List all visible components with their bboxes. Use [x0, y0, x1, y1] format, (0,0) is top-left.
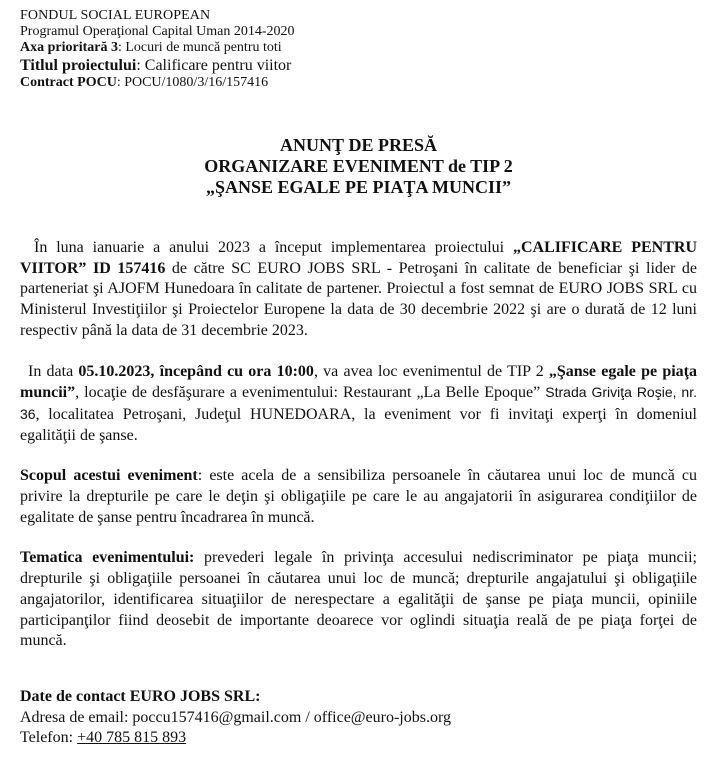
phone-link[interactable]: +40 785 815 893 — [77, 729, 187, 746]
event-name: „Şanse egale pe piaţa muncii” — [20, 362, 697, 402]
project-name: „CALIFICARE PENTRU VIITOR” ID 157416 — [20, 239, 698, 277]
p2-text-c: , va avea loc evenimentul de TIP 2 — [313, 362, 549, 380]
contact-email — [20, 708, 451, 729]
p2-text-g: , localitatea Petroşani, Judeţul HUNEDOARA, la eveniment vor fi invitaţi experţi în domeniul egalităţii de şanse. — [20, 405, 697, 444]
header-axis-label: Axa prioritară 3 — [20, 40, 118, 55]
topics-text: prevederi legale în privinţa accesului nediscriminator pe piaţa muncii; drepturile şi obligaţiile persoanei în căutarea unui loc de muncă; drepturile angajatului şi obligaţiile angajatorilor, identificarea situaţiilor de nerespectare a egalităţii de şanse pe piaţa muncii, opiniile participanţilor fiind deosebit de importante deoarece vor oglindi situaţia reală de pe piaţa forţei de muncă. — [20, 549, 697, 650]
header-fund-name: FONDUL SOCIAL EUROPEAN — [20, 8, 211, 23]
title-line-3: „ŞANSE EGALE PE PIAŢA MUNCII” — [205, 177, 512, 197]
email-label: Adresa de email: — [20, 708, 133, 726]
p1-text-a: În luna ianuarie a anului 2023 a început implementarea proiectului — [34, 239, 513, 256]
paragraph-event — [20, 362, 697, 447]
p1-text-c: de către SC EURO JOBS SRL - Petroşani în calitate de beneficiar şi lider de parteneriat şi AJOFM Hunedoara în calitate de partener. Proiectul a fost semnat de EURO JOBS SRL cu Ministerul Investiţiilor şi Proiectelor Europene la data de 30 decembrie 2022 şi are o durată de 12 luni respectiv până la data de 31 decembrie 2023. — [20, 259, 698, 339]
header-contract-value: : POCU/1080/3/16/157416 — [116, 75, 269, 90]
document-title — [20, 135, 697, 198]
purpose-text: : este acela de a sensibiliza persoanele în căutarea unui loc de muncă cu privire la drepturile pe care le deţin şi obligaţiile pe care le au angajatorii în asigurarea condiţiilor de egalitate de şanse pentru încadrarea în muncă. — [20, 467, 698, 526]
contact-heading-text: Date de contact EURO JOBS SRL: — [20, 688, 261, 705]
title-line-2: ORGANIZARE EVENIMENT de TIP 2 — [204, 156, 513, 176]
event-address: Strada Griviţa Roşie, nr. 36 — [20, 384, 697, 422]
paragraph-purpose — [20, 466, 697, 528]
phone-label: Telefon: — [20, 729, 78, 746]
document-body — [20, 238, 697, 652]
header-axis-value: : Locuri de muncă pentru toti — [117, 40, 282, 55]
contact-phone — [20, 728, 451, 749]
header-contract-label: Contract POCU — [20, 75, 117, 90]
header-project-title-value: : Calificare pentru viitor — [136, 57, 292, 74]
event-date-time: 05.10.2023, începând cu ora 10:00 — [78, 362, 314, 380]
contact-section — [20, 687, 451, 749]
title-line-1: ANUNŢ DE PRESĂ — [279, 135, 438, 155]
header-project-title — [20, 56, 697, 75]
p2-text-e: , locaţie de desfăşurare a evenimentului: Restaurant „La Belle Epoque” — [75, 384, 546, 402]
contact-heading — [20, 687, 451, 708]
header-axis — [20, 40, 697, 56]
paragraph-introduction — [20, 238, 697, 342]
p2-text-a: In data — [28, 362, 79, 380]
header-contract — [20, 75, 697, 91]
document-header — [20, 8, 697, 91]
paragraph-topics — [20, 548, 697, 652]
email-addresses[interactable]: poccu157416@gmail.com / office@euro-jobs.org — [132, 708, 451, 726]
header-program: Programul Operaţional Capital Uman 2014-2020 — [20, 24, 295, 39]
purpose-label: Scopul acestui eveniment — [20, 467, 198, 485]
topics-label: Tematica evenimentului: — [20, 549, 195, 567]
header-project-title-label: Titlul proiectului — [20, 57, 137, 74]
